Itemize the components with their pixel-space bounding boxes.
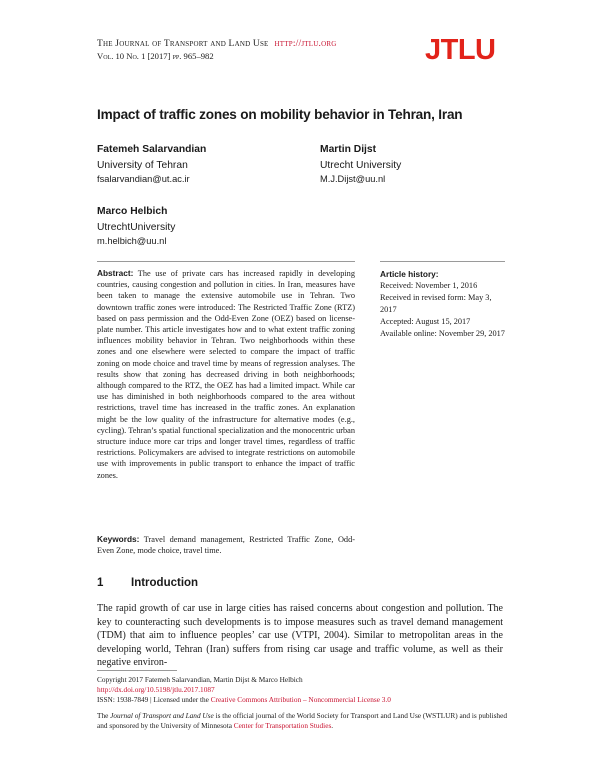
author-affiliation: UtrechtUniversity xyxy=(97,222,176,233)
section-title: Introduction xyxy=(131,577,199,589)
history-label: Article history: xyxy=(380,269,439,279)
note-mid: is the official journal of the World Society for Transport and Land Use (WSTLUR) and is published and sponsored by the University of Minnesota xyxy=(97,711,507,730)
history-online: Available online: November 29, 2017 xyxy=(380,329,505,339)
copyright-line: Copyright 2017 Fatemeh Salarvandian, Martin Dijst & Marco Helbich xyxy=(97,675,303,684)
author-name: Fatemeh Salarvandian xyxy=(97,144,207,155)
journal-url-link[interactable]: http://jtlu.org xyxy=(274,39,337,49)
section-number: 1 xyxy=(97,577,104,589)
abstract-divider xyxy=(97,261,355,262)
issue-info: Vol. 10 No. 1 [2017] pp. 965–982 xyxy=(97,51,214,61)
abstract-text: The use of private cars has increased rapidly in developing countries, causing congestion and pollution in cities. In Iran, measures have been taken to manage the extensive automobile use in Tehran. Two downtown traffic zones were introduced: The Restricted Traffic Zone (RTZ) based on pass permission and the Odd-Even Zone (OEZ) based on license-plate number. This article investigates how and to what extent traffic zoning influences mobility behavior in Tehran. Two neighborhoods within these zones and one elsewhere were selected to compare the impact of traffic zoning on mode choice and travel time by means of regression analyses. The results show that zoning has decreased driving in both neighborhoods; although compared to the RTZ, the OEZ has had a limited impact. While car use has diminished in both neighborhoods compared to the area without restrictions, travel time has increased in the traffic zones. An explanation might be the low quality of the infrastructure for alternative modes (e.g., cycling). Tehran’s spatial functional specialization and the monocentric urban structure induce more car trips and longer travel times, regardless of traffic restrictions. Policymakers are advised to integrate restrictions on automobile use with improvements in public transport to enhance the impact of traffic zones. xyxy=(97,269,355,480)
note-prefix: The xyxy=(97,711,111,720)
author-email[interactable]: m.helbich@uu.nl xyxy=(97,236,167,246)
author-affiliation: University of Tehran xyxy=(97,160,188,171)
cts-link[interactable]: Center for Transportation Studies xyxy=(233,721,332,730)
author-email[interactable]: fsalarvandian@ut.ac.ir xyxy=(97,174,190,184)
keywords-text: Travel demand management, Restricted Traffic Zone, Odd-Even Zone, mode choice, travel time. xyxy=(97,535,355,556)
history-received: Received: November 1, 2016 xyxy=(380,281,478,291)
note-end: . xyxy=(331,721,334,730)
history-revised: Received in revised form: May 3, 2017 xyxy=(380,293,492,315)
author-block-2 xyxy=(320,144,401,184)
history-divider xyxy=(380,261,505,262)
journal-note xyxy=(97,711,507,731)
article-title: Impact of traffic zones on mobility behavior in Tehran, Iran xyxy=(97,107,463,122)
author-affiliation: Utrecht University xyxy=(320,160,402,171)
introduction-paragraph: The rapid growth of car use in large cities has raised concerns about congestion and pollution. The key to counteracting such developments is to impose measures such as travel demand management (TDM) that aim to influence peoples’ car use (VTPI, 2004). Similar to metropolitan areas in the developing world, Tehran (Iran) suffers from rising car usage and traffic volume, as well as their negative environ- xyxy=(97,603,503,669)
footer-block xyxy=(97,675,507,731)
footer-divider xyxy=(97,670,177,671)
history-accepted: Accepted: August 15, 2017 xyxy=(380,317,471,327)
author-name: Marco Helbich xyxy=(97,206,168,217)
author-block-1 xyxy=(97,144,206,184)
abstract xyxy=(97,268,355,481)
keywords xyxy=(97,534,355,556)
issn-text: ISSN: 1938-7849 | Licensed under the xyxy=(97,695,211,704)
journal-name xyxy=(97,39,336,49)
doi-link[interactable]: http://dx.doi.org/10.5198/jtlu.2017.1087 xyxy=(97,685,215,694)
issn-line xyxy=(97,695,507,705)
journal-title: The Journal of Transport and Land Use xyxy=(97,39,269,49)
author-email[interactable]: M.J.Dijst@uu.nl xyxy=(320,174,386,184)
article-history xyxy=(380,268,505,341)
license-link[interactable]: Creative Commons Attribution – Noncommercial License 3.0 xyxy=(210,695,391,704)
abstract-label: Abstract: xyxy=(97,268,134,278)
note-journal: Journal of Transport and Land Use xyxy=(110,711,214,720)
keywords-label: Keywords: xyxy=(97,534,140,544)
jtlu-logo: JTLU xyxy=(425,34,496,66)
author-block-3 xyxy=(97,206,175,246)
author-name: Martin Dijst xyxy=(320,144,377,155)
